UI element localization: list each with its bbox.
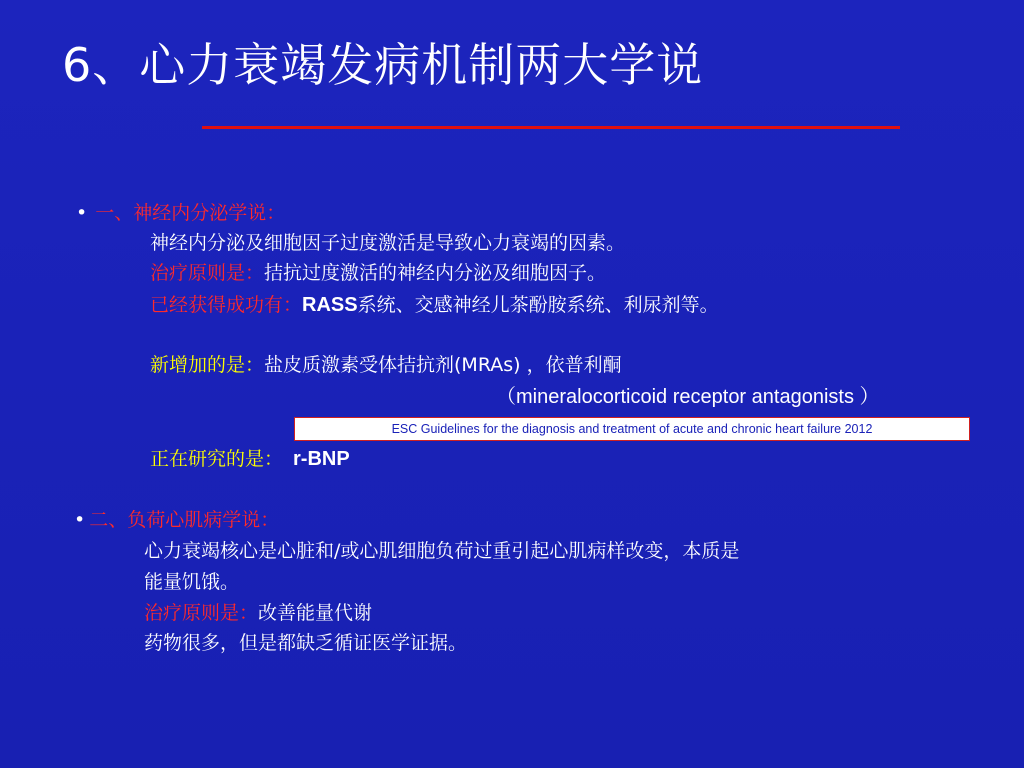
section1-success-text: 系统、交感神经儿茶酚胺系统、利尿剂等。: [357, 294, 719, 316]
section2-heading: 二、负荷心肌病学说：: [89, 509, 280, 531]
section1-principle-text: 拮抗过度激活的神经内分泌及细胞因子。: [264, 262, 607, 284]
section2-line3: 药物很多，但是都缺乏循证医学证据。: [144, 632, 468, 654]
slide-title: 6、心力衰竭发病机制两大学说: [62, 38, 704, 92]
section2-line1: 心力衰竭核心是心脏和/或心肌细胞负荷过重引起心肌病样改变，本质是: [144, 540, 740, 562]
bullet-icon: •: [76, 202, 88, 224]
section1-success-bold: RASS: [302, 294, 358, 316]
section2-heading-row: [74, 505, 279, 535]
section1-success-row: [150, 290, 719, 320]
section1-heading-row: [76, 198, 285, 228]
section1-research-text: r-BNP: [293, 448, 350, 470]
section1-research-label: 正在研究的是：: [150, 448, 284, 470]
section2-principle-text: 改善能量代谢: [258, 602, 373, 624]
section1-success-label: 已经获得成功有：: [150, 294, 303, 316]
section1-principle-row: [150, 258, 606, 288]
reference-box: ESC Guidelines for the diagnosis and treatment of acute and chronic heart failure 2012: [294, 417, 970, 441]
section2-principle-label: 治疗原则是：: [144, 602, 259, 624]
section2-line2: 能量饥饿。: [144, 571, 240, 593]
section1-new-text-en: （mineralocorticoid receptor antagonists ）: [496, 386, 880, 408]
title-underline: [202, 126, 900, 129]
bullet-icon: •: [74, 509, 86, 531]
section1-new-row: [150, 350, 622, 380]
section1-principle-label: 治疗原则是：: [150, 262, 265, 284]
section1-new-text: 盐皮质激素受体拮抗剂(MRAs) ，依普利酮: [264, 354, 622, 376]
section1-research-row: [150, 444, 350, 474]
section1-heading: 一、神经内分泌学说：: [95, 202, 286, 224]
section1-line1: 神经内分泌及细胞因子过度激活是导致心力衰竭的因素。: [150, 232, 626, 254]
section1-new-label: 新增加的是：: [150, 354, 265, 376]
section2-principle-row: [144, 598, 372, 628]
